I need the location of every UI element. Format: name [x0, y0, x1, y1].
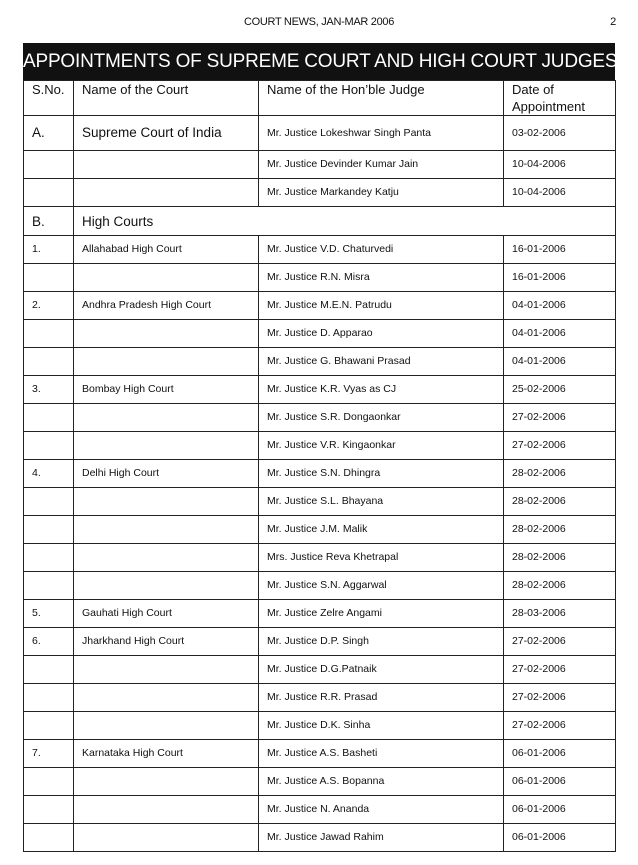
row-judge: Mr. Justice Lokeshwar Singh Panta	[259, 116, 504, 151]
row-court: Gauhati High Court	[74, 600, 259, 628]
row-sno: A.	[24, 116, 74, 151]
running-header	[0, 16, 638, 32]
table-header-row	[24, 81, 616, 116]
row-judge: Mr. Justice S.N. Aggarwal	[259, 572, 504, 600]
row-judge: Mr. Justice S.L. Bhayana	[259, 488, 504, 516]
table-row	[24, 600, 616, 628]
row-judge: Mr. Justice R.N. Misra	[259, 264, 504, 292]
row-sno: 7.	[24, 740, 74, 768]
row-judge: Mr. Justice D.K. Sinha	[259, 712, 504, 740]
row-date: 06-01-2006	[504, 796, 616, 824]
row-date: 25-02-2006	[504, 376, 616, 404]
table-row	[24, 236, 616, 264]
row-date: 28-02-2006	[504, 460, 616, 488]
table-row	[24, 151, 616, 179]
row-date: 27-02-2006	[504, 628, 616, 656]
row-date: 06-01-2006	[504, 824, 616, 852]
section-title: High Courts	[74, 207, 616, 236]
page-number: 2	[610, 16, 616, 28]
row-judge: Mr. Justice Markandey Katju	[259, 179, 504, 207]
row-date: 10-04-2006	[504, 179, 616, 207]
table-row	[24, 376, 616, 404]
table-row	[24, 179, 616, 207]
row-court: Karnataka High Court	[74, 740, 259, 768]
row-date: 16-01-2006	[504, 264, 616, 292]
appointments-table	[23, 80, 616, 852]
row-judge: Mr. Justice A.S. Basheti	[259, 740, 504, 768]
row-judge: Mr. Justice G. Bhawani Prasad	[259, 348, 504, 376]
row-date: 04-01-2006	[504, 320, 616, 348]
row-sno: 4.	[24, 460, 74, 488]
row-judge: Mr. Justice M.E.N. Patrudu	[259, 292, 504, 320]
row-court: Allahabad High Court	[74, 236, 259, 264]
row-date: 27-02-2006	[504, 712, 616, 740]
row-judge: Mr. Justice D.P. Singh	[259, 628, 504, 656]
row-court: Jharkhand High Court	[74, 628, 259, 656]
table-row	[24, 264, 616, 292]
row-judge: Mr. Justice R.R. Prasad	[259, 684, 504, 712]
row-date: 28-02-2006	[504, 516, 616, 544]
row-date: 03-02-2006	[504, 116, 616, 151]
row-judge: Mr. Justice Devinder Kumar Jain	[259, 151, 504, 179]
row-date: 28-02-2006	[504, 488, 616, 516]
row-date: 16-01-2006	[504, 236, 616, 264]
col-header-date: Date of Appointment	[504, 81, 616, 116]
row-sno: 5.	[24, 600, 74, 628]
row-date: 06-01-2006	[504, 740, 616, 768]
table-row	[24, 544, 616, 572]
row-judge: Mr. Justice A.S. Bopanna	[259, 768, 504, 796]
table-row	[24, 432, 616, 460]
row-date: 28-02-2006	[504, 544, 616, 572]
table-row	[24, 516, 616, 544]
row-court: Bombay High Court	[74, 376, 259, 404]
table-row	[24, 572, 616, 600]
row-sno: 3.	[24, 376, 74, 404]
row-date: 27-02-2006	[504, 684, 616, 712]
table-row	[24, 796, 616, 824]
row-sno: 1.	[24, 236, 74, 264]
row-judge: Mr. Justice S.N. Dhingra	[259, 460, 504, 488]
col-header-judge: Name of the Hon’ble Judge	[259, 81, 504, 116]
row-court: Supreme Court of India	[74, 116, 259, 151]
row-date: 27-02-2006	[504, 404, 616, 432]
col-header-court: Name of the Court	[74, 81, 259, 116]
row-date: 27-02-2006	[504, 432, 616, 460]
row-judge: Mr. Justice Jawad Rahim	[259, 824, 504, 852]
row-judge: Mr. Justice J.M. Malik	[259, 516, 504, 544]
col-header-sno: S.No.	[24, 81, 74, 116]
section-row	[24, 207, 616, 236]
table-row	[24, 712, 616, 740]
table-row	[24, 320, 616, 348]
row-judge: Mr. Justice D.G.Patnaik	[259, 656, 504, 684]
row-date: 06-01-2006	[504, 768, 616, 796]
table-row	[24, 656, 616, 684]
section-sno: B.	[24, 207, 74, 236]
table-row	[24, 292, 616, 320]
table-row	[24, 348, 616, 376]
table-row	[24, 684, 616, 712]
row-date: 04-01-2006	[504, 348, 616, 376]
section-banner: APPOINTMENTS OF SUPREME COURT AND HIGH COURT JUDGES	[23, 43, 615, 80]
table-row	[24, 824, 616, 852]
row-sno: 2.	[24, 292, 74, 320]
table-row	[24, 768, 616, 796]
row-judge: Mr. Justice V.D. Chaturvedi	[259, 236, 504, 264]
row-date: 04-01-2006	[504, 292, 616, 320]
row-date: 10-04-2006	[504, 151, 616, 179]
row-judge: Mr. Justice V.R. Kingaonkar	[259, 432, 504, 460]
table-row	[24, 460, 616, 488]
table-body	[24, 116, 616, 852]
row-date: 27-02-2006	[504, 656, 616, 684]
row-date: 28-03-2006	[504, 600, 616, 628]
table-row	[24, 116, 616, 151]
row-court: Delhi High Court	[74, 460, 259, 488]
running-title: COURT NEWS, JAN-MAR 2006	[243, 16, 395, 28]
table-row	[24, 740, 616, 768]
row-court: Andhra Pradesh High Court	[74, 292, 259, 320]
table-row	[24, 628, 616, 656]
row-sno: 6.	[24, 628, 74, 656]
table-row	[24, 404, 616, 432]
row-judge: Mrs. Justice Reva Khetrapal	[259, 544, 504, 572]
row-judge: Mr. Justice S.R. Dongaonkar	[259, 404, 504, 432]
row-judge: Mr. Justice Zelre Angami	[259, 600, 504, 628]
row-date: 28-02-2006	[504, 572, 616, 600]
row-judge: Mr. Justice N. Ananda	[259, 796, 504, 824]
row-judge: Mr. Justice K.R. Vyas as CJ	[259, 376, 504, 404]
row-judge: Mr. Justice D. Apparao	[259, 320, 504, 348]
table-row	[24, 488, 616, 516]
